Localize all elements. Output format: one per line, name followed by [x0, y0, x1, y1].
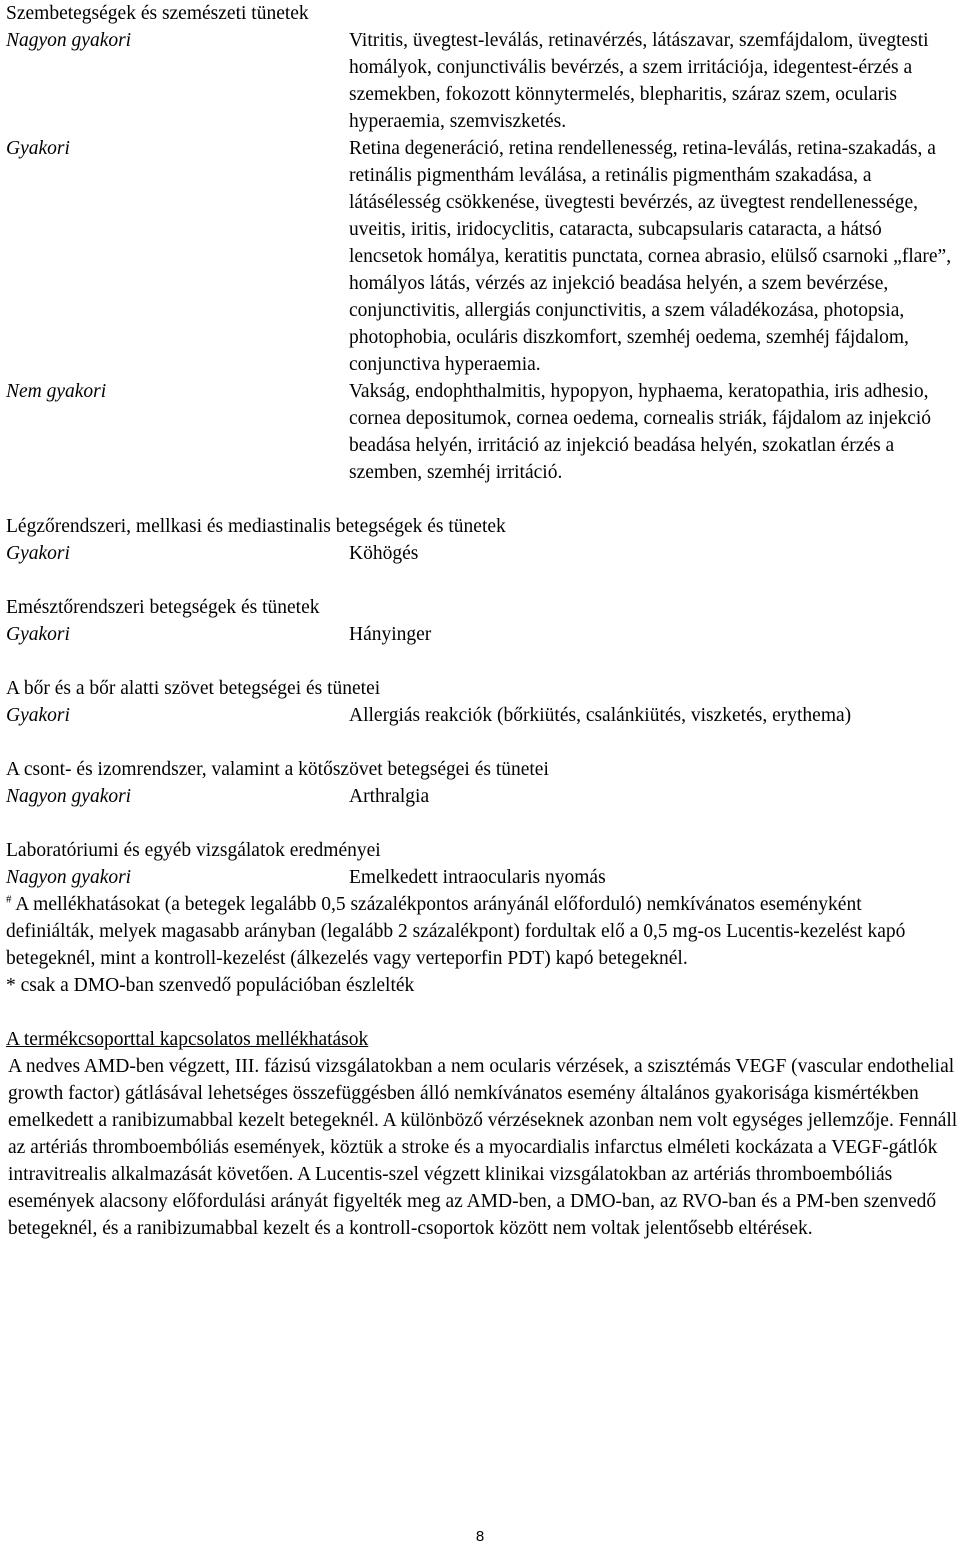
adverse-reactions-text: Allergiás reakciók (bőrkiütés, csalánkiütés, viszketés, erythema)	[349, 705, 852, 726]
adverse-reactions-text: Arthralgia	[349, 786, 430, 807]
section-eye	[6, 0, 954, 486]
hash-mark: #	[6, 893, 12, 906]
lab-row	[6, 864, 954, 891]
adverse-reactions-text: Emelkedett intraocularis nyomás	[349, 867, 606, 888]
section-title-skin: A bőr és a bőr alatti szövet betegségei és tünetei	[6, 678, 381, 699]
class-effects-paragraph: A nedves AMD-ben végzett, III. fázisú vizsgálatokban a nem ocularis vérzések, a szisztémás VEGF (vascular endothelial growth factor) gátlásával lehetséges összefüggésben álló nemkívánatos esemény általános gyakorisága kismértékben emelkedett a ranibizumabbal kezelt betegeknél. A különböző vérzéseknek azonban nem volt egységes jellemzője. Fennáll az artériás thromboembóliás események, köztük a stroke és a myocardialis infarctus elméleti kockázata a VEGF-gátlók intravitrealis alkalmazását követően. A Lucentis-szel végzett klinikai vizsgálatokban az artériás thromboembóliás események alacsony előfordulási arányát figyelték meg az AMD-ben, a DMO-ban, az RVO-ban és a PM-ben szenvedő betegeknél, és a ranibizumabbal kezelt és a kontroll-csoportok között nem voltak jelentősebb eltérések.	[8, 1056, 958, 1239]
section-title-lab: Laboratóriumi és egyéb vizsgálatok eredményei	[6, 840, 381, 861]
frequency-label: Gyakori	[6, 138, 70, 159]
spacer	[6, 729, 954, 756]
eye-row-uncommon	[6, 378, 954, 486]
respiratory-row	[6, 540, 954, 567]
frequency-label: Nagyon gyakori	[6, 867, 132, 888]
section-title-eye: Szembetegségek és szemészeti tünetek	[6, 3, 309, 24]
frequency-label: Nagyon gyakori	[6, 786, 132, 807]
section-title-respiratory: Légzőrendszeri, mellkasi és mediastinalis betegségek és tünetek	[6, 516, 506, 537]
footnote-hash	[6, 891, 954, 972]
adverse-reactions-text: Vitritis, üvegtest-leválás, retinavérzés, látászavar, szemfájdalom, üvegtesti homályok, conjunctivális bevérzés, a szem irritációja, idegentest-érzés a szemekben, fokozott könnytermelés, blepharitis, száraz szem, ocularis hyperaemia, szemviszketés.	[349, 30, 929, 132]
musculoskeletal-row	[6, 783, 954, 810]
eye-row-very-common	[6, 27, 954, 135]
section-title-class-effects: A termékcsoporttal kapcsolatos mellékhatások	[6, 1029, 369, 1050]
eye-row-common	[6, 135, 954, 378]
frequency-label: Nem gyakori	[6, 381, 107, 402]
adverse-reactions-text: Vakság, endophthalmitis, hypopyon, hyphaema, keratopathia, iris adhesio, cornea depositumok, cornea oedema, cornealis striák, fájdalom az injekció beadása helyén, irritáció az injekció beadása helyén, szokatlan érzés a szemben, szemhéj irritáció.	[349, 381, 932, 483]
frequency-label: Gyakori	[6, 624, 70, 645]
skin-row	[6, 702, 954, 729]
section-respiratory	[6, 513, 954, 567]
section-lab	[6, 837, 954, 891]
frequency-label: Nagyon gyakori	[6, 30, 132, 51]
section-class-effects	[6, 1026, 958, 1242]
section-musculoskeletal	[6, 756, 954, 810]
page-number: 8	[475, 1528, 485, 1545]
gastro-row	[6, 621, 954, 648]
frequency-label: Gyakori	[6, 543, 70, 564]
adverse-reactions-text: Köhögés	[349, 543, 419, 564]
spacer	[6, 567, 954, 594]
section-gastro	[6, 594, 954, 648]
spacer	[6, 486, 954, 513]
frequency-label: Gyakori	[6, 705, 70, 726]
spacer	[6, 810, 954, 837]
footnote-hash-text: A mellékhatásokat (a betegek legalább 0,5 százalékpontos arányánál előforduló) nemkívánatos eseményként definiálták, melyek magasabb arányban (legalább 2 százalékpont) fordultak elő a 0,5 mg-os Lucentis-kezelést kapó betegeknél, mint a kontroll-kezelést (álkezelés vagy verteporfin PDT) kapó betegeknél.	[6, 894, 906, 969]
document-page	[6, 0, 958, 1242]
spacer	[6, 648, 954, 675]
section-title-musculoskeletal: A csont- és izomrendszer, valamint a kötőszövet betegségei és tünetei	[6, 759, 549, 780]
adverse-reactions-text: Hányinger	[349, 624, 432, 645]
section-skin	[6, 675, 954, 729]
spacer	[6, 999, 954, 1026]
section-title-gastro: Emésztőrendszeri betegségek és tünetek	[6, 597, 320, 618]
footnote-star: * csak a DMO-ban szenvedő populációban észlelték	[6, 975, 415, 996]
adverse-reactions-text: Retina degeneráció, retina rendellenesség, retina-leválás, retina-szakadás, a retinális pigmenthám leválása, a retinális pigmenthám szakadása, a látásélesség csökkenése, üvegtesti bevérzés, az üvegtest rendellenessége, uveitis, iritis, iridocyclitis, cataracta, subcapsularis cataracta, a hátsó lencsetok homálya, keratitis punctata, cornea abrasio, elülső csarnoki „flare”, homályos látás, vérzés az injekció beadása helyén, a szem bevérzése, conjunctivitis, allergiás conjunctivitis, a szem váladékozása, photopsia, photophobia, oculáris diszkomfort, szemhéj oedema, szemhéj fájdalom, conjunctiva hyperaemia.	[349, 138, 952, 375]
